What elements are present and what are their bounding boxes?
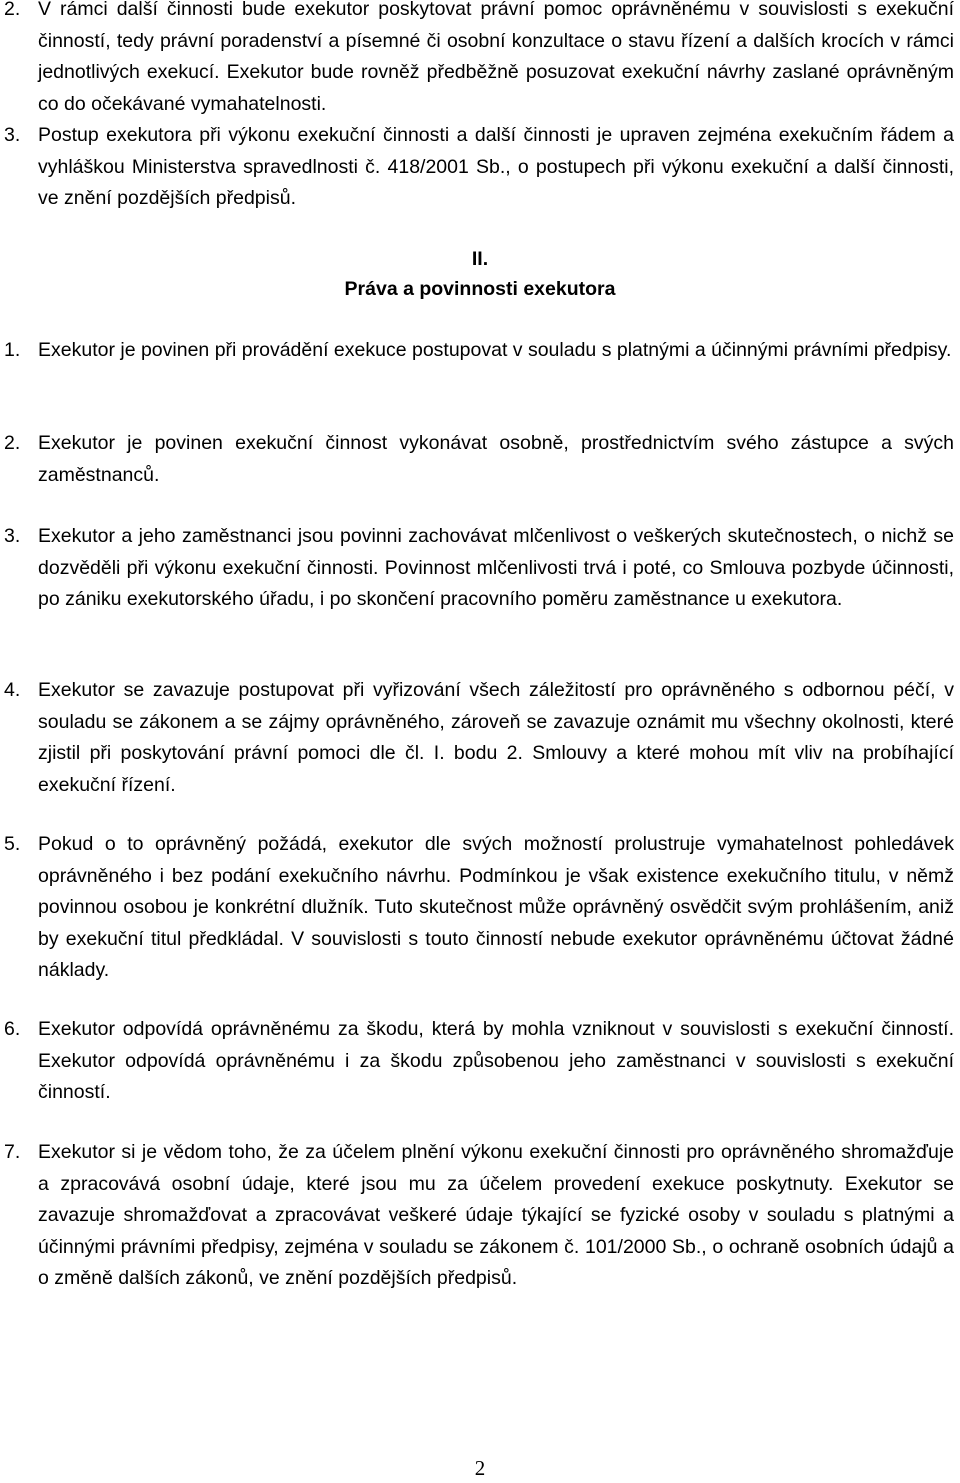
item-text: Exekutor se zavazuje postupovat při vyřizování všech záležitostí pro oprávněného s odbornou péčí, v souladu se zákonem a se zájmy oprávněného, zároveň se zavazuje oznámit mu všechny okolnosti, které zjistil při poskytování právní pomoci dle čl. I. bodu 2. Smlouvy a které mohou mít vliv na probíhající exekuční řízení.: [38, 679, 954, 796]
page-number: 2: [474, 1456, 486, 1480]
item-number: 7.: [4, 1141, 21, 1163]
item-number: 4.: [4, 679, 21, 701]
article-item-7: [4, 1137, 954, 1295]
section-number: II.: [471, 248, 489, 270]
paragraph-number: 3.: [4, 124, 21, 146]
paragraph-text: Postup exekutora při výkonu exekuční činnosti a další činnosti je upraven zejména exekučním řádem a vyhláškou Ministerstva spravedlnosti č. 418/2001 Sb., o postupech při výkonu exekuční a další činnosti, ve znění pozdějších předpisů.: [38, 124, 954, 209]
paragraph-2-top: [4, 0, 954, 120]
item-text: Exekutor si je vědom toho, že za účelem plnění výkonu exekuční činnosti pro oprávněného shromažďuje a zpracovává osobní údaje, které jsou mu za účelem provedení exekuce poskytnuty. Exekutor se zavazuje shromažďovat a zpracovávat veškeré údaje týkající se fyzické osoby v souladu s platnými a účinnými právními předpisy, zejména v souladu se zákonem č. 101/2000 Sb., o ochraně osobních údajů a o změně dalších zákonů, ve znění pozdějších předpisů.: [38, 1141, 954, 1289]
item-number: 5.: [4, 833, 21, 855]
item-number: 1.: [4, 339, 21, 361]
section-title: Práva a povinnosti exekutora: [344, 278, 616, 300]
item-number: 3.: [4, 525, 21, 547]
item-number: 2.: [4, 432, 21, 454]
paragraph-text: V rámci další činnosti bude exekutor poskytovat právní pomoc oprávněnému v souvislosti s exekuční činností, tedy právní poradenství a písemné či osobní konzultace o stavu řízení a dalších krocích v rámci jednotlivých exekucí. Exekutor bude rovněž předběžně posuzovat exekuční návrhy zaslané oprávněným co do očekávané vymahatelnosti.: [38, 0, 954, 115]
article-item-1: [4, 335, 954, 367]
item-text: Exekutor odpovídá oprávněnému za škodu, která by mohla vzniknout v souvislosti s exekuční činností. Exekutor odpovídá oprávněnému i za škodu způsobenou jeho zaměstnanci v souvislosti s exekuční činností.: [38, 1018, 954, 1103]
item-text: Exekutor je povinen při provádění exekuce postupovat v souladu s platnými a účinnými právními předpisy.: [38, 339, 952, 361]
item-number: 6.: [4, 1018, 21, 1040]
item-text: Pokud o to oprávněný požádá, exekutor dle svých možností prolustruje vymahatelnost pohledávek oprávněného i bez podání exekučního návrhu. Podmínkou je však existence exekučního titulu, v němž povinnou osobou je konkrétní dlužník. Tuto skutečnost může oprávněný osvědčit svým prohlášením, aniž by exekuční titul předkládal. V souvislosti s touto činností nebude exekutor oprávněnému účtovat žádné náklady.: [38, 833, 954, 981]
article-item-3: [4, 521, 954, 616]
article-item-6: [4, 1014, 954, 1109]
item-text: Exekutor a jeho zaměstnanci jsou povinni zachovávat mlčenlivost o veškerých skutečnostech, o nichž se dozvěděli při výkonu exekuční činnosti. Povinnost mlčenlivosti trvá i poté, co Smlouva pozbyde účinnosti, po zániku exekutorského úřadu, i po skončení pracovního poměru zaměstnance u exekutora.: [38, 525, 954, 610]
article-item-5: [4, 829, 954, 987]
article-item-4: [4, 675, 954, 801]
item-text: Exekutor je povinen exekuční činnost vykonávat osobně, prostřednictvím svého zástupce a svých zaměstnanců.: [38, 432, 954, 486]
paragraph-3-top: [4, 120, 954, 215]
paragraph-number: 2.: [4, 0, 21, 20]
article-item-2: [4, 428, 954, 491]
